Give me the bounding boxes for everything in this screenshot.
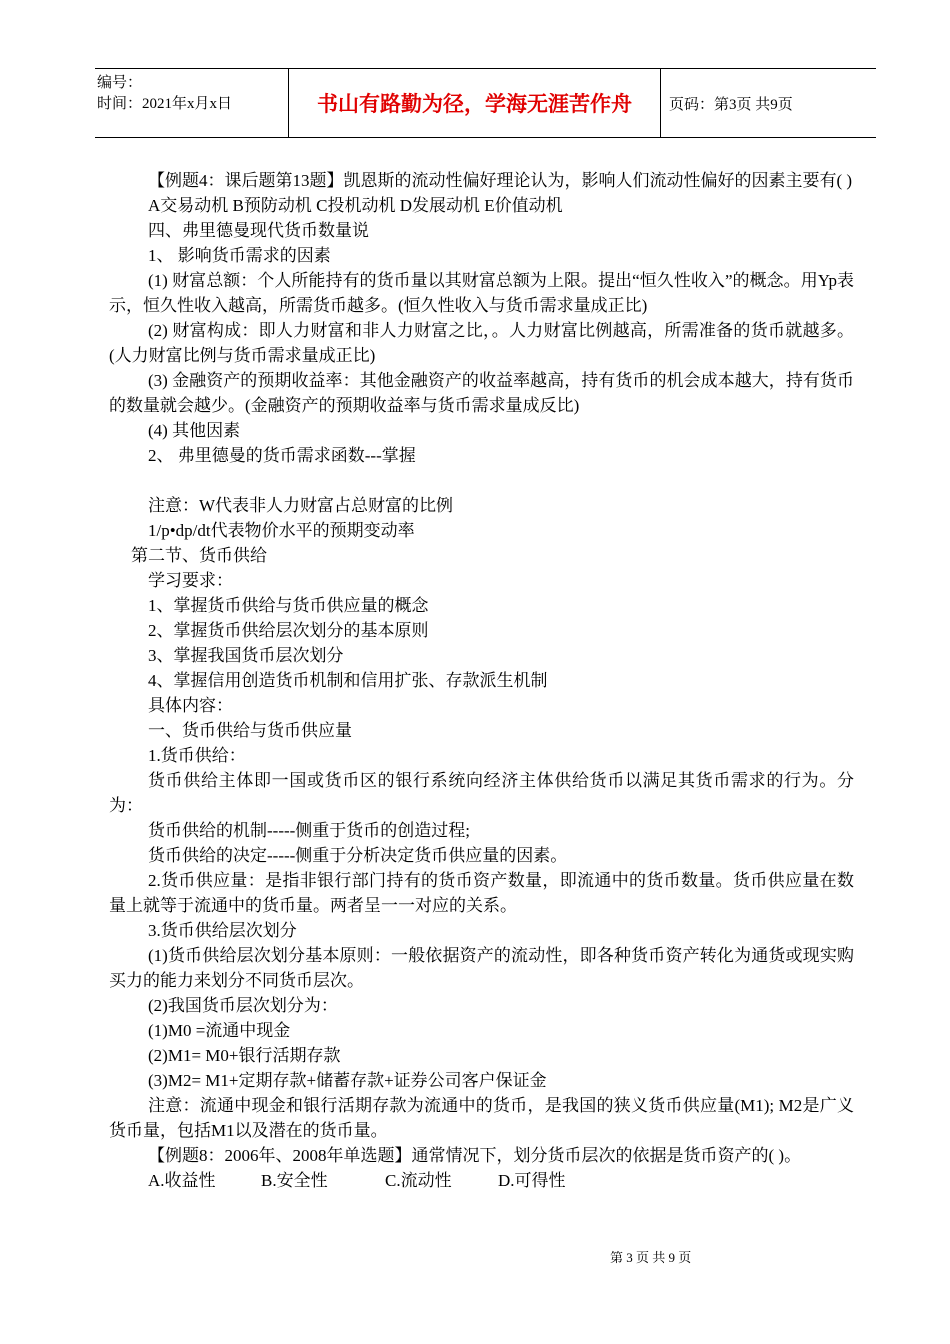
paragraph: (3) 金融资产的预期收益率：其他金融资产的收益率越高，持有货币的机会成本越大，持有货币的数量就会越少。(金融资产的预期收益率与货币需求量成反比) (109, 371, 854, 415)
paragraph: 1.货币供给： (148, 746, 246, 765)
paragraph: (4) 其他因素 (148, 421, 241, 440)
paragraph: 2、掌握货币供给层次划分的基本原则 (148, 621, 429, 640)
blank-line (109, 468, 854, 493)
paragraph: 1、掌握货币供给与货币供应量的概念 (148, 596, 429, 615)
page-header (95, 68, 876, 138)
paragraph: 1/p•dp/dt代表物价水平的预期变动率 (148, 521, 415, 540)
page-footer: 第 3 页 共 9 页 (610, 1250, 692, 1265)
answer-options (109, 1168, 854, 1193)
paragraph: (1)M0 =流通中现金 (148, 1021, 291, 1040)
paragraph: 具体内容： (148, 696, 233, 715)
paragraph: A交易动机 B预防动机 C投机动机 D发展动机 E价值动机 (148, 196, 563, 215)
header-meta (97, 73, 287, 115)
answer-option: D.可得性 (498, 1171, 566, 1190)
paragraph: (1)货币供给层次划分基本原则：一般依据资产的流动性，即各种货币资产转化为通货或现实购买力的能力来划分不同货币层次。 (109, 946, 854, 990)
answer-option: B.安全性 (261, 1171, 328, 1190)
paragraph: 四、弗里德曼现代货币数量说 (148, 221, 369, 240)
paragraph: (2)我国货币层次划分为： (148, 996, 338, 1015)
paragraph: 3.货币供给层次划分 (148, 921, 297, 940)
paragraph: 4、掌握信用创造货币机制和信用扩张、存款派生机制 (148, 671, 548, 690)
paragraph: (2) 财富构成：即人力财富和非人力财富之比，。人力财富比例越高，所需准备的货币就越多。(人力财富比例与货币需求量成正比) (109, 321, 854, 365)
answer-option: C.流动性 (385, 1171, 452, 1190)
header-motto: 书山有路勤为径，学海无涯苦作舟 (288, 69, 661, 137)
document-body (109, 168, 854, 1193)
paragraph: 3、掌握我国货币层次划分 (148, 646, 344, 665)
paragraph: 学习要求： (148, 571, 233, 590)
header-number: 编号： (97, 75, 143, 91)
paragraph: 2.货币供应量：是指非银行部门持有的货币资产数量，即流通中的货币数量。货币供应量在数量上就等于流通中的货币量。两者呈一一对应的关系。 (109, 871, 854, 915)
paragraph: 第二节、货币供给 (131, 546, 267, 565)
header-page-info: 页码：第3页 共9页 (669, 96, 793, 113)
paragraph: 注意：W代表非人力财富占总财富的比例 (148, 496, 454, 515)
paragraph: 货币供给的机制-----侧重于货币的创造过程; (148, 821, 471, 840)
paragraph: 【例题8：2006年、2008年单选题】通常情况下，划分货币层次的依据是货币资产的( )。 (148, 1146, 802, 1165)
answer-option: A.收益性 (148, 1171, 216, 1190)
paragraph: 货币供给的决定-----侧重于分析决定货币供应量的因素。 (148, 846, 568, 865)
header-time: 时间：2021年x月x日 (97, 96, 233, 112)
paragraph: (2)M1= M0+银行活期存款 (148, 1046, 341, 1065)
paragraph: (3)M2= M1+定期存款+储蓄存款+证券公司客户保证金 (148, 1071, 547, 1090)
paragraph: 一、货币供给与货币供应量 (148, 721, 352, 740)
paragraph: 2、 弗里德曼的货币需求函数---掌握 (148, 446, 416, 465)
paragraph: 【例题4：课后题第13题】凯恩斯的流动性偏好理论认为，影响人们流动性偏好的因素主要有( ) (148, 171, 853, 190)
paragraph: (1) 财富总额：个人所能持有的货币量以其财富总额为上限。提出“恒久性收入”的概念。用Yp表示，恒久性收入越高，所需货币越多。(恒久性收入与货币需求量成正比) (109, 271, 854, 315)
paragraph: 货币供给主体即一国或货币区的银行系统向经济主体供给货币以满足其货币需求的行为。分为： (109, 771, 854, 815)
paragraph: 1、 影响货币需求的因素 (148, 246, 331, 265)
paragraph: 注意：流通中现金和银行活期存款为流通中的货币，是我国的狭义货币供应量(M1); M2是广义货币量，包括M1以及潜在的货币量。 (109, 1096, 854, 1140)
